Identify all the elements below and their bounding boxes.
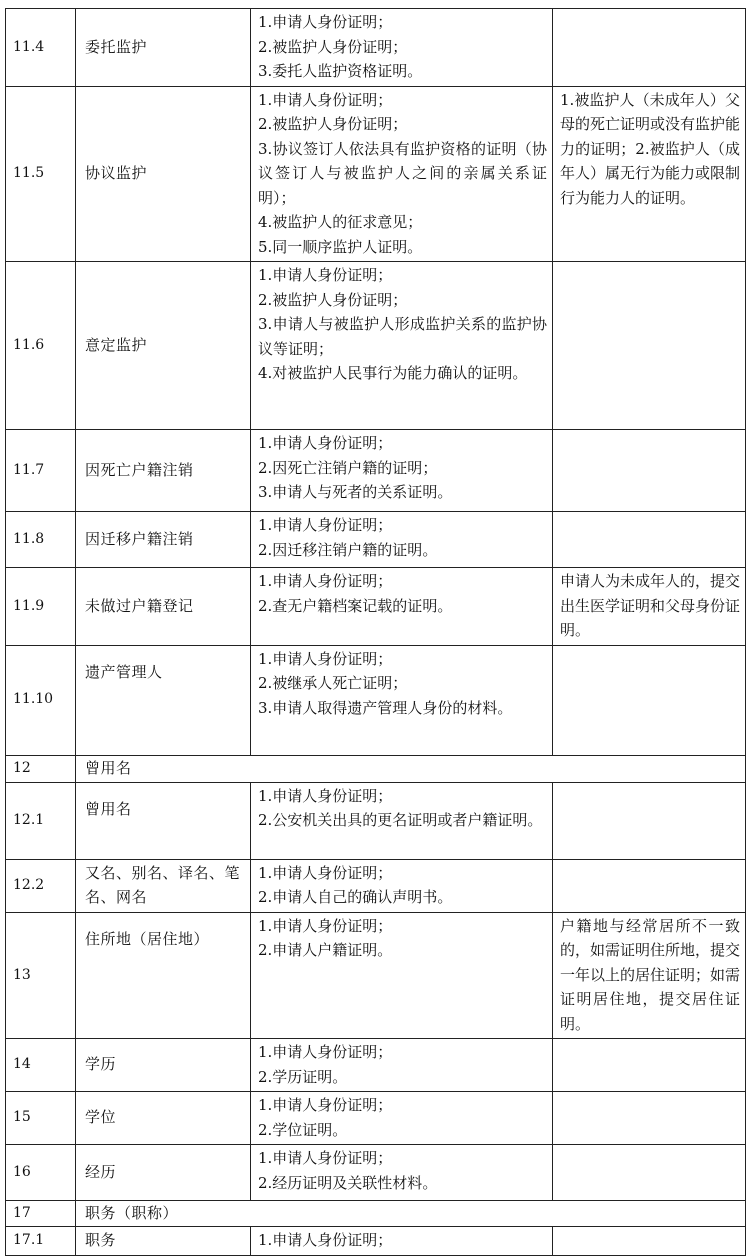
materials-cell <box>251 86 553 262</box>
material-line: 3.委托人监护资格证明。 <box>258 62 423 80</box>
materials-cell <box>251 512 553 568</box>
table-row <box>6 859 746 912</box>
material-line: 1.申请人身份证明； <box>258 916 393 935</box>
materials-cell <box>251 430 553 512</box>
item-name: 因死亡户籍注销 <box>76 430 251 512</box>
item-name: 职务 <box>76 1227 251 1256</box>
material-line: 1.申请人身份证明； <box>258 266 393 284</box>
material-line: 1.申请人身份证明； <box>258 786 393 805</box>
row-number: 11.9 <box>6 568 76 646</box>
material-line: 2.申请人自己的确认声明书。 <box>258 888 453 906</box>
item-name: 未做过户籍登记 <box>76 568 251 646</box>
note-cell <box>553 1092 746 1145</box>
row-number: 11.5 <box>6 86 76 262</box>
note-cell <box>553 430 746 512</box>
item-name: 学位 <box>76 1092 251 1145</box>
materials-cell <box>251 645 553 755</box>
item-name: 又名、别名、译名、笔名、网名 <box>76 859 251 912</box>
material-line: 3.申请人与被监护人形成监护关系的监护协议等证明； <box>258 315 547 358</box>
row-number: 13 <box>6 912 76 1039</box>
table-row <box>6 782 746 859</box>
row-number: 12.1 <box>6 782 76 859</box>
note-cell <box>553 782 746 859</box>
material-line: 2.被监护人身份证明； <box>258 37 408 56</box>
materials-cell <box>251 568 553 646</box>
table-row <box>6 755 746 782</box>
note-cell: 申请人为未成年人的，提交出生医学证明和父母身份证明。 <box>553 568 746 646</box>
note-cell: 1.被监护人（未成年人）父母的死亡证明或没有监护能力的证明；2.被监护人（成年人）属无行为能力或限制行为能力人的证明。 <box>553 86 746 262</box>
material-line: 2.被继承人死亡证明； <box>258 674 408 692</box>
material-line: 5.同一顺序监护人证明。 <box>258 237 423 256</box>
table-row <box>6 912 746 1039</box>
materials-cell <box>251 9 553 87</box>
material-line: 1.申请人身份证明； <box>258 1149 393 1167</box>
table-row <box>6 1201 746 1227</box>
row-number: 11.7 <box>6 430 76 512</box>
row-number: 12.2 <box>6 859 76 912</box>
material-line: 4.被监护人的征求意见； <box>258 213 423 231</box>
item-name: 委托监护 <box>76 9 251 87</box>
note-cell <box>553 1145 746 1201</box>
item-name: 意定监护 <box>76 262 251 430</box>
item-name: 职务（职称） <box>76 1201 746 1227</box>
material-line: 2.学位证明。 <box>258 1120 348 1139</box>
item-name: 住所地（居住地） <box>76 912 251 1039</box>
materials-cell <box>251 912 553 1039</box>
material-line: 4.对被监护人民事行为能力确认的证明。 <box>258 364 528 382</box>
table-row <box>6 9 746 87</box>
note-cell <box>553 1039 746 1092</box>
table-row <box>6 1227 746 1256</box>
row-number: 12 <box>6 755 76 782</box>
table-row <box>6 568 746 646</box>
note-cell <box>553 859 746 912</box>
material-line: 2.被监护人身份证明； <box>258 115 408 133</box>
material-line: 1.申请人身份证明； <box>258 90 393 109</box>
row-number: 17.1 <box>6 1227 76 1256</box>
material-line: 1.申请人身份证明； <box>258 516 393 534</box>
material-line: 2.因迁移注销户籍的证明。 <box>258 540 438 559</box>
material-line: 3.申请人与死者的关系证明。 <box>258 483 453 501</box>
note-cell <box>553 645 746 755</box>
item-name: 经历 <box>76 1145 251 1201</box>
material-line: 1.申请人身份证明； <box>258 572 393 590</box>
row-number: 17 <box>6 1201 76 1227</box>
materials-cell <box>251 1092 553 1145</box>
material-line: 3.协议签订人依法具有监护资格的证明（协议签订人与被监护人之间的亲属关系证明）； <box>258 139 547 207</box>
materials-cell <box>251 262 553 430</box>
material-line: 2.经历证明及关联性材料。 <box>258 1173 438 1192</box>
item-name: 因迁移户籍注销 <box>76 512 251 568</box>
row-number: 11.4 <box>6 9 76 87</box>
material-line: 2.公安机关出具的更名证明或者户籍证明。 <box>258 811 543 829</box>
materials-cell <box>251 1039 553 1092</box>
item-name: 曾用名 <box>76 755 746 782</box>
table-row <box>6 645 746 755</box>
material-line: 1.申请人身份证明； <box>258 1231 393 1249</box>
materials-cell <box>251 859 553 912</box>
material-line: 2.申请人户籍证明。 <box>258 941 393 959</box>
row-number: 11.8 <box>6 512 76 568</box>
material-line: 1.申请人身份证明； <box>258 649 393 668</box>
note-cell <box>553 512 746 568</box>
table-row <box>6 262 746 430</box>
table-row <box>6 1092 746 1145</box>
material-line: 3.申请人取得遗产管理人身份的材料。 <box>258 698 513 717</box>
requirements-table <box>5 8 746 1256</box>
material-line: 2.被监护人身份证明； <box>258 290 408 309</box>
row-number: 11.10 <box>6 645 76 755</box>
item-name: 学历 <box>76 1039 251 1092</box>
material-line: 2.因死亡注销户籍的证明； <box>258 458 438 477</box>
material-line: 2.查无户籍档案记载的证明。 <box>258 596 453 615</box>
row-number: 11.6 <box>6 262 76 430</box>
table-row <box>6 512 746 568</box>
note-cell <box>553 1227 746 1256</box>
row-number: 16 <box>6 1145 76 1201</box>
table-row <box>6 86 746 262</box>
row-number: 15 <box>6 1092 76 1145</box>
material-line: 1.申请人身份证明； <box>258 1096 393 1114</box>
item-name: 遗产管理人 <box>76 645 251 755</box>
material-line: 1.申请人身份证明； <box>258 13 393 31</box>
table-row <box>6 430 746 512</box>
note-cell <box>553 262 746 430</box>
table-row <box>6 1039 746 1092</box>
table-body <box>6 9 746 1256</box>
materials-cell <box>251 1145 553 1201</box>
materials-cell <box>251 782 553 859</box>
material-line: 1.申请人身份证明； <box>258 1043 393 1061</box>
row-number: 14 <box>6 1039 76 1092</box>
note-cell <box>553 9 746 87</box>
material-line: 1.申请人身份证明； <box>258 863 393 882</box>
material-line: 1.申请人身份证明； <box>258 434 393 452</box>
table-row <box>6 1145 746 1201</box>
item-name: 协议监护 <box>76 86 251 262</box>
note-cell: 户籍地与经常居所不一致的，如需证明住所地，提交一年以上的居住证明；如需证明居住地，提交居住证明。 <box>553 912 746 1039</box>
item-name: 曾用名 <box>76 782 251 859</box>
material-line: 2.学历证明。 <box>258 1067 348 1086</box>
materials-cell <box>251 1227 553 1256</box>
